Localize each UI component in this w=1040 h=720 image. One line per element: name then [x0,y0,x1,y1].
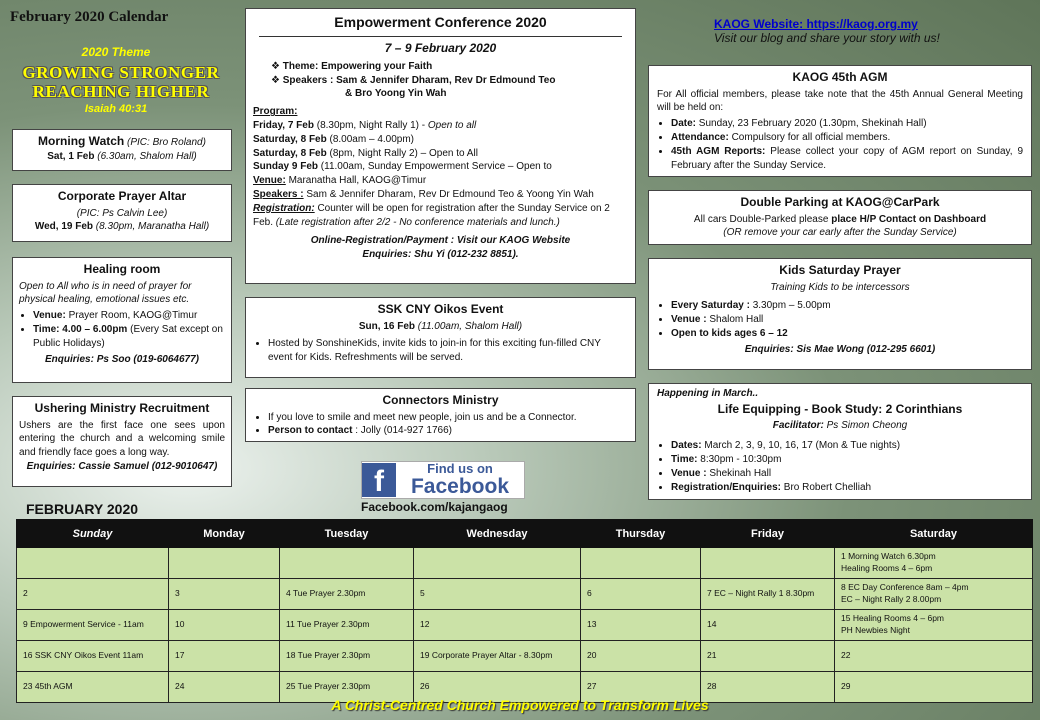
calendar-day-cell: 16 SSK CNY Oikos Event 11am [17,641,169,672]
facebook-badge[interactable] [361,461,525,499]
calendar-day-cell: 15 Healing Rooms 4 – 6pm PH Newbies Night [835,610,1033,641]
time-note: (Every Sat except on Public Holidays) [33,323,223,349]
conference-box [245,8,636,284]
morning-watch-date-line [19,150,225,164]
calendar-day-cell: 17 [169,641,280,672]
calendar-week-row [17,610,1033,641]
program-friday [253,119,628,133]
saturday-night-day: Saturday, 8 Feb [253,147,327,159]
facilitator-value: Ps Simon Cheong [826,420,908,432]
calendar-day-cell: 25 Tue Prayer 2.30pm [280,672,414,703]
facebook-brand: Facebook [410,474,510,498]
conference-venue [253,174,628,188]
calendar-day-cell: 13 [581,610,701,641]
venue-label: Venue: [33,310,66,322]
calendar-day-cell [581,548,701,579]
calendar-month-label: FEBRUARY 2020 [26,501,139,517]
kids-prayer-sub: Training Kids to be intercessors [770,281,910,293]
calendar-day-cell: 23 45th AGM [17,672,169,703]
calendar-day-cell: 5 [414,579,581,610]
agm-attendance [671,131,1023,145]
website-link[interactable]: KAOG Website: https://kaog.org.my [714,17,918,31]
website-tagline: Visit our blog and share your story with us! [714,31,940,45]
agm-reports-value: Please collect your copy of AGM report on Sunday, 9 February after the Sunday Service. [671,145,1024,171]
dates-value: March 2, 3, 9, 10, 16, 17 (Mon & Tue nights) [704,440,901,452]
calendar-day-cell: 21 [701,641,835,672]
kids-schedule-value: 3.30pm – 5.00pm [752,300,831,312]
book-venue-value: Shekinah Hall [709,467,772,479]
calendar-header-row [17,520,1033,548]
agm-title: KAOG 45th AGM [792,70,888,84]
venue-value: Maranatha Hall, KAOG@Timur [288,175,427,187]
program-sunday [253,160,628,174]
calendar-day-cell: 24 [169,672,280,703]
friday-time: (8.30pm, Night Rally 1) - [316,120,426,132]
parking-title: Double Parking at KAOG@CarPark [740,195,940,209]
connectors-item: • If you love to smile and meet new people, join us and be a Connector. [268,411,627,425]
morning-watch-heading [19,133,225,150]
contact-label: Person to contact [268,425,353,437]
day-header: Friday [701,520,835,548]
connectors-box [245,388,636,442]
calendar-day-cell: 29 [835,672,1033,703]
conference-speakers2 [253,188,628,202]
book-study-venue [671,467,1023,481]
morning-watch-date: Sat, 1 Feb [47,150,95,162]
ssk-box [245,297,636,378]
day-header: Tuesday [280,520,414,548]
book-study-dates [671,439,1023,453]
agm-intro: For All official members, please take note that the 45th Annual General Meeting will be held on: [657,88,1023,114]
kids-prayer-title: Kids Saturday Prayer [779,263,901,277]
healing-room-title: Healing room [83,262,161,276]
day-header: Sunday [17,520,169,548]
facebook-url[interactable]: Facebook.com/kajangaog [361,500,508,514]
connectors-contact [268,424,627,438]
connectors-title: Connectors Ministry [382,393,499,407]
connectors-list [254,411,627,439]
conference-speakers-line-2: & Bro Yoong Yin Wah [345,88,447,100]
book-time-label: Time: [671,453,698,465]
morning-watch-title: Morning Watch [38,134,125,148]
parking-line1 [657,213,1023,227]
calendar-day-cell: 8 EC Day Conference 8am – 4pm EC – Night Rally 2 8.00pm [835,579,1033,610]
day-header: Thursday [581,520,701,548]
morning-watch-details: (6.30am, Shalom Hall) [97,150,197,162]
healing-room-box [12,257,232,383]
book-reg-label: Registration/Enquiries: [671,481,782,493]
prayer-altar-date-line [19,220,225,234]
calendar-day-cell: 26 [414,672,581,703]
saturday-night-time: (8pm, Night Rally 2) – Open to All [329,147,478,159]
calendar-day-cell: 2 [17,579,169,610]
page-title: February 2020 Calendar [10,9,169,25]
agm-date [671,117,1023,131]
facebook-text [396,462,524,498]
program-label: Program: [253,106,298,118]
kids-prayer-box [648,258,1032,370]
agm-attendance-label: Attendance: [671,131,729,143]
facebook-icon: f [362,463,396,497]
calendar-day-cell [701,548,835,579]
day-header: Monday [169,520,280,548]
calendar-day-cell: 22 [835,641,1033,672]
time-value: 4.00 – 6.00pm [62,323,128,335]
website-block [714,17,1034,45]
calendar-week-row [17,579,1033,610]
morning-watch-box [12,129,232,171]
calendar-day-cell: 3 [169,579,280,610]
parking-line1-bold: place H/P Contact on Dashboard [831,213,987,225]
calendar-day-cell [280,548,414,579]
calendar-day-cell: 7 EC – Night Rally 1 8.30pm [701,579,835,610]
ssk-text: • Hosted by SonshineKids, invite kids to join-in for this exciting fun-filled CNY event for Kids. Refreshments will be served. [268,337,627,365]
conference-theme-line: ❖ Theme: Empowering your Faith [271,60,433,72]
calendar-day-cell: 12 [414,610,581,641]
ssk-date-line [254,320,627,334]
friday-note: Open to all [427,120,477,132]
ushering-box [12,396,232,487]
facebook-find: Find us on [427,461,493,477]
calendar-day-cell: 20 [581,641,701,672]
theme-label-text: Theme: [282,60,319,72]
footer-motto: A Christ-Centred Church Empowered to Transform Lives [331,697,709,713]
ushering-enquiries: Enquiries: Cassie Samuel (012-9010647) [26,460,218,472]
agm-date-label: Date: [671,118,697,130]
healing-room-list [19,309,225,350]
saturday-time: (8.00am – 4.00pm) [329,133,415,145]
book-time-value: 8:30pm - 10:30pm [700,453,782,465]
morning-watch-pic: (PIC: Bro Roland) [127,137,206,148]
parking-box [648,190,1032,245]
calendar-day-cell: 6 [581,579,701,610]
calendar-day-cell: 18 Tue Prayer 2.30pm [280,641,414,672]
calendar-day-cell: 11 Tue Prayer 2.30pm [280,610,414,641]
ushering-title: Ushering Ministry Recruitment [34,401,210,415]
calendar-week-row [17,641,1033,672]
conference-registration [253,202,628,230]
calendar-day-cell: 1 Morning Watch 6.30pm Healing Rooms 4 – 6pm [835,548,1033,579]
time-label: Time: [33,323,60,335]
prayer-altar-box [12,184,232,242]
theme-line-2: REACHING HIGHER [32,82,210,101]
conference-enquiries: Enquiries: Shu Yi (012-232 8851). [362,249,519,261]
ssk-title: SSK CNY Oikos Event [377,302,504,316]
theme-verse: Isaiah 40:31 [84,103,148,115]
ssk-details: (11.00am, Shalom Hall) [417,320,523,332]
agm-date-value: Sunday, 23 February 2020 (1.30pm, Shekinah Hall) [698,118,927,130]
registration-note: (Late registration after 2/2 - No conference materials and lunch.) [275,216,560,228]
agm-reports-label: 45th AGM Reports: [671,145,766,157]
calendar-day-cell: 19 Corporate Prayer Altar - 8.30pm [414,641,581,672]
book-reg-value: Bro Robert Chelliah [783,481,872,493]
speakers2-value: Sam & Jennifer Dharam, Rev Dr Edmound Teo & Yoong Yin Wah [306,189,594,201]
kids-prayer-enquiries: Enquiries: Sis Mae Wong (012-295 6601) [744,343,936,355]
venue-value: Prayer Room, KAOG@Timur [68,310,198,322]
calendar-day-cell: 10 [169,610,280,641]
book-study-facilitator [657,419,1023,433]
theme-line-1: GROWING STRONGER [22,63,220,82]
kids-prayer-venue [671,313,1023,327]
conference-speakers-line: ❖ Speakers : Sam & Jennifer Dharam, Rev Dr Edmound Teo [271,74,556,86]
calendar-day-cell [414,548,581,579]
healing-room-venue [33,309,225,323]
book-study-happening: Happening in March.. [657,388,759,399]
parking-line1-text: All cars Double-Parked please [693,213,829,225]
program-saturday-day [253,133,628,147]
calendar-day-cell [17,548,169,579]
agm-attendance-value: Compulsory for all official members. [731,131,891,143]
calendar-day-cell: 4 Tue Prayer 2.30pm [280,579,414,610]
sunday-day: Sunday 9 Feb [253,161,319,173]
calendar-day-cell: 27 [581,672,701,703]
calendar-week-row [17,548,1033,579]
program-saturday-night [253,147,628,161]
speakers-label: Speakers : [282,74,334,86]
book-venue-label: Venue : [671,467,707,479]
registration-label: Registration: [253,202,315,214]
calendar-day-cell [169,548,280,579]
calendar-day-cell: 28 [701,672,835,703]
day-header: Saturday [835,520,1033,548]
book-study-time [671,453,1023,467]
friday-day: Friday, 7 Feb [253,120,314,132]
conference-title: Empowerment Conference 2020 [334,14,547,30]
registration-text: Counter will be open for registration after the Sunday Service on 2 Feb. [253,202,610,228]
prayer-altar-details: (8.30pm, Maranatha Hall) [95,221,210,233]
prayer-altar-title: Corporate Prayer Altar [57,189,187,203]
agm-reports [671,145,1023,173]
kids-prayer-ages: • Open to kids ages 6 – 12 [671,327,1023,341]
kids-venue-label: Venue : [671,314,707,326]
book-study-registration [671,481,1023,495]
speakers2-label: Speakers : [253,189,304,201]
calendar-body [17,548,1033,703]
theme-label: 2020 Theme [81,45,151,59]
ssk-list [254,337,627,365]
agm-box [648,65,1032,177]
calendar-day-cell: 14 [701,610,835,641]
healing-room-enquiries: Enquiries: Ps Soo (019-6064677) [45,353,199,365]
book-study-title: Life Equipping - Book Study: 2 Corinthians [717,401,963,416]
calendar-table [16,519,1033,703]
prayer-altar-date: Wed, 19 Feb [34,221,93,233]
kids-prayer-list [657,299,1023,340]
sunday-time: (11.00am, Sunday Empowerment Service – Open to [320,161,552,173]
theme-value: Empowering your Faith [321,60,433,72]
parking-line2: (OR remove your car early after the Sunday Service) [723,227,957,239]
calendar-day-cell: 9 Empowerment Service - 11am [17,610,169,641]
kids-prayer-schedule [671,299,1023,313]
ushering-text: Ushers are the first face one sees upon entering the church and a welcoming smile and friendly face goes a long way. [19,419,225,459]
conference-dates: 7 – 9 February 2020 [384,41,497,56]
contact-value: : Jolly (014-927 1766) [355,425,452,437]
kids-venue-value: Shalom Hall [709,314,764,326]
dates-label: Dates: [671,440,702,452]
prayer-altar-pic: (PIC: Ps Calvin Lee) [76,207,168,219]
agm-list [657,117,1023,172]
saturday-day: Saturday, 8 Feb [253,133,327,145]
venue-label: Venue: [253,175,286,187]
facilitator-label: Facilitator: [772,420,824,432]
speakers-line-1: Sam & Jennifer Dharam, Rev Dr Edmound Teo [336,74,556,86]
day-header: Wednesday [414,520,581,548]
book-study-list [657,439,1023,494]
conference-online: Online-Registration/Payment : Visit our KAOG Website [310,235,571,247]
healing-room-time [33,323,225,351]
conference-divider [259,36,622,37]
kids-schedule-label: Every Saturday : [671,300,750,312]
healing-room-intro: Open to All who is in need of prayer for physical healing, emotional issues etc. [19,280,192,306]
ssk-date: Sun, 16 Feb [358,320,416,332]
book-study-box [648,383,1032,500]
